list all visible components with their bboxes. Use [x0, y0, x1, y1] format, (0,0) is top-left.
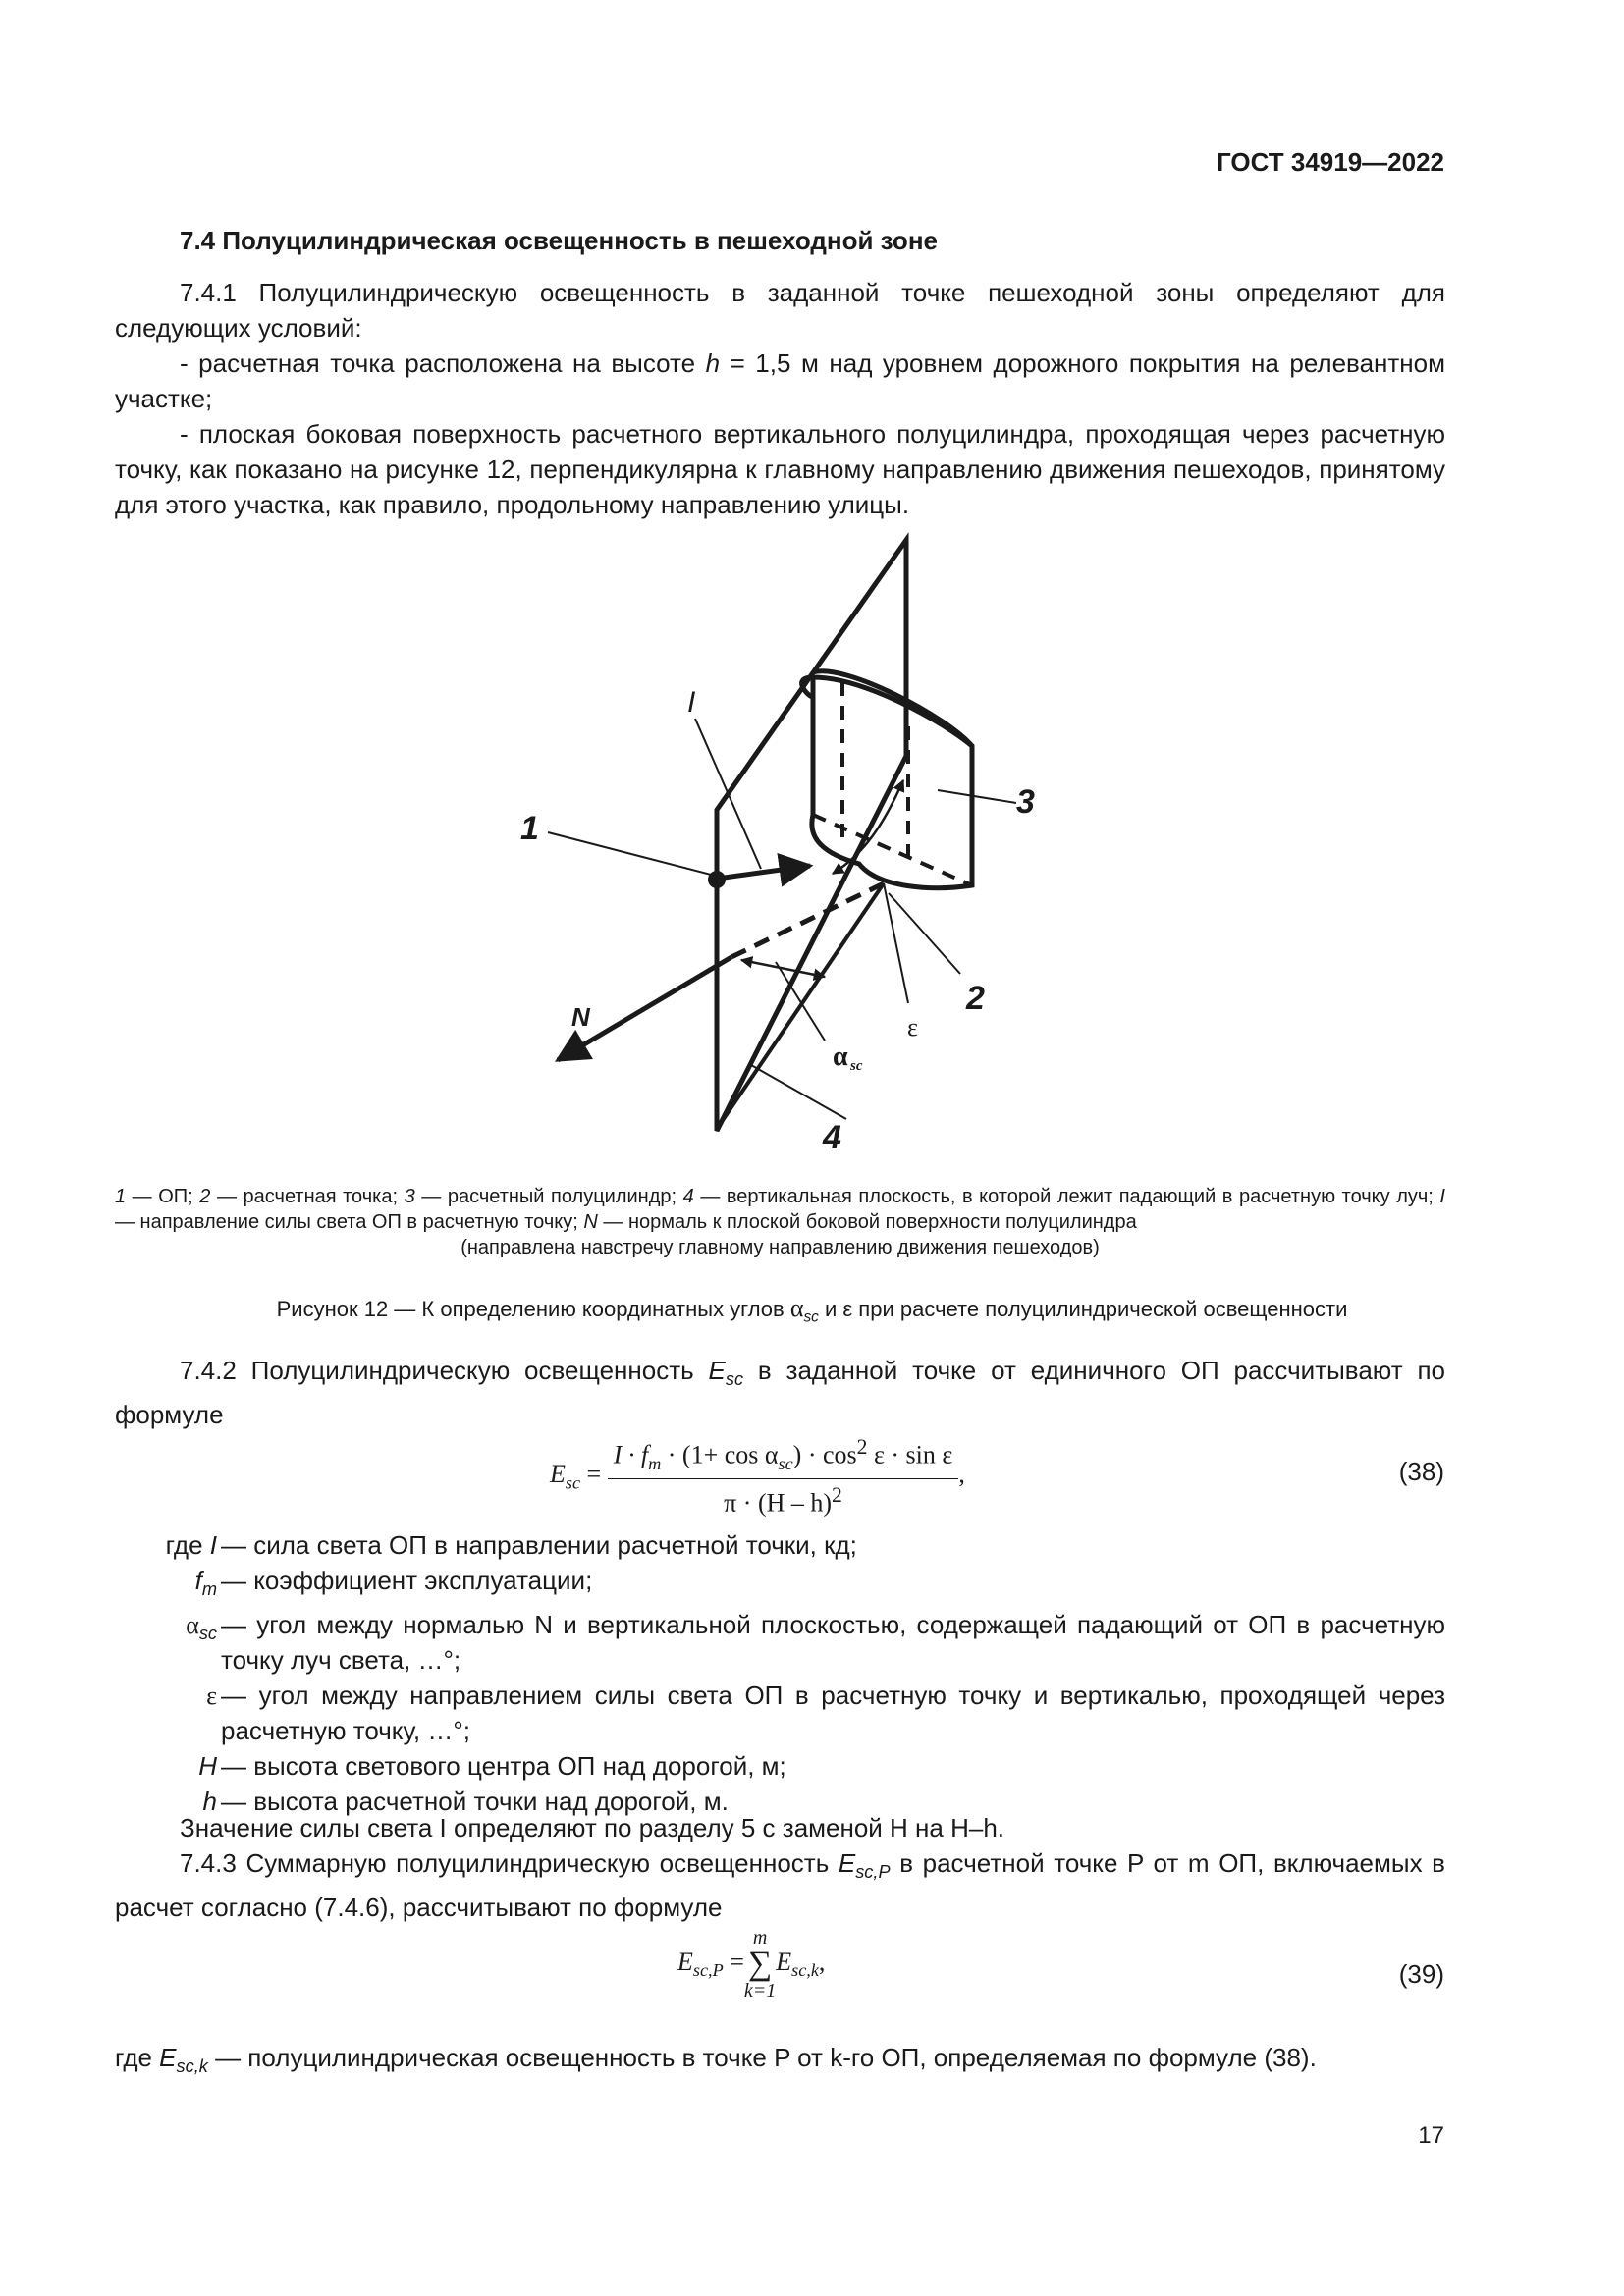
- equation-number-38: (38): [1398, 1457, 1444, 1486]
- where-item-H: H — высота светового центра ОП над дорогой, м;: [198, 1751, 786, 1782]
- paragraph-7-4-1: 7.4.1 Полуцилиндрическую освещенность в заданной точке пешеходной зоны определяют для следующих условий:: [115, 278, 1445, 343]
- formula-39: $E_{sc,P}$ = m ∑ k=1 $E_{sc,k}$,: [677, 1927, 826, 2002]
- paragraph-7-4-2: 7.4.2 Полуцилиндрическую освещенность $E_{sc}$ в заданной точке от единичного ОП рассчитывают по формуле: [115, 1356, 1445, 1430]
- luminaire-point: [708, 871, 726, 888]
- section-title: 7.4 Полуцилиндрическая освещенность в пешеходной зоне: [180, 226, 938, 255]
- label-epsilon: ε: [907, 1013, 918, 1041]
- label-4: 4: [823, 1119, 841, 1156]
- page-number: 17: [1418, 2122, 1444, 2149]
- label-3: 3: [1016, 783, 1035, 821]
- label-2: 2: [966, 980, 985, 1017]
- document-header: ГОСТ 34919—2022: [1217, 147, 1444, 177]
- label-alpha-sub: sc: [850, 1058, 863, 1074]
- where-list: [115, 1527, 1445, 1819]
- label-I: I: [687, 686, 696, 719]
- figure-12-diagram: [0, 520, 1624, 1178]
- figure-caption: Рисунок 12 — К определению координатных углов $\alpha_{sc}$ и ε при расчете полуцилиндрической освещенности: [276, 1294, 1348, 1326]
- label-1: 1: [520, 810, 539, 847]
- vertical-plane: [717, 540, 906, 1131]
- where-39: где $E_{sc,k}$ — полуцилиндрическая освещенность в точке P от k-го ОП, определяемая по формуле (38).: [115, 2043, 1317, 2077]
- paragraph-7-4-3: 7.4.3 Суммарную полуцилиндрическую освещенность $E_{sc,P}$ в расчетной точке P от m ОП, включаемых в расчет согласно (7.4.6), рассчитывают по формуле: [115, 1848, 1445, 1923]
- half-cylinder: [802, 677, 972, 888]
- where-item-alpha: $\alpha_{sc}$ — угол между нормалью N и вертикальной плоскостью, содержащей падающий от ОП в расчетную точку луч света, …°;: [186, 1610, 1445, 1676]
- equation-number-39: (39): [1398, 1959, 1444, 1989]
- light-ray: [717, 866, 810, 879]
- where-item-fm: $f_m$ — коэффициент эксплуатации;: [194, 1566, 593, 1600]
- where-item-epsilon: ε — угол между направлением силы света ОП в расчетную точку и вертикалью, проходящей через расчетную точку, …°;: [206, 1681, 1445, 1746]
- where-item-I: где I — сила света ОП в направлении расчетной точки, кд;: [165, 1530, 857, 1560]
- formula-38: $E_{sc}$ = $\frac{I \cdot f_m \cdot (1+ \cos \alpha_{sc}) \cdot \cos^2 \varepsilon \cdot \sin \varepsilon}{\pi \cdot (H - h)^2}$ ,: [550, 1435, 965, 1518]
- label-N: N: [571, 1002, 590, 1032]
- where-item-h: h — высота расчетной точки над дорогой, м.: [202, 1787, 729, 1817]
- paragraph-value: Значение силы света I определяют по разделу 5 с заменой H на H–h.: [180, 1813, 1005, 1842]
- label-alpha: α: [833, 1041, 848, 1072]
- condition-2: - плоская боковая поверхность расчетного вертикального полуцилиндра, проходящая через расчетную точку, как показано на рисунке 12, перпендикулярна к главному направлению движения пешеходов, принятому для этого участка, как правило, продольному направлению улицы.: [115, 419, 1445, 519]
- figure-legend: 1 — ОП; 2 — расчетная точка; 3 — расчетный полуцилиндр; 4 — вертикальная плоскость, в которой лежит падающий в расчетную точку луч; I — направление силы света ОП в расчетную точку; N — нормаль к плоской боковой поверхности полуцилиндра (направлена навстречу главному направлению движения пешеходов): [115, 1186, 1445, 1258]
- condition-1: - расчетная точка расположена на высоте h = 1,5 м над уровнем дорожного покрытия на релевантном участке;: [115, 348, 1445, 413]
